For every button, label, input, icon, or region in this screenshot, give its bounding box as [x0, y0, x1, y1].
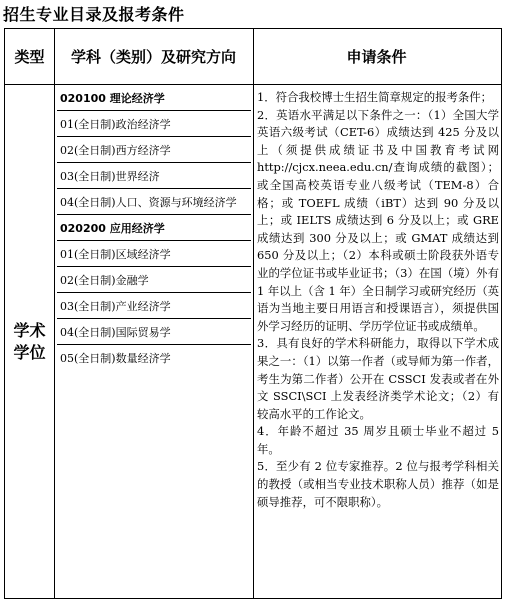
condition-item: 4．年龄不超过 35 周岁且硕士毕业不超过 5 年。	[257, 424, 499, 456]
condition-item: 3．具有良好的学术科研能力，取得以下学术成果之一：（1）以第一作者（或导师为第一作者，考生为第二作者）公开在 CSSCI 发表或者在外文 SSCI\SCI 上发表经济类学术论文；（2）有较高水平的工作论文。	[257, 336, 499, 421]
subject-item: 03(全日制)产业经济学	[57, 293, 251, 319]
condition-item: 5．至少有 2 位专家推荐。2 位与报考学科相关的教授（或相当专业技术职称人员）推荐（如是硕导推荐，可不限职称）。	[257, 459, 499, 509]
condition-item: 2．英语水平满足以下条件之一：（1）全国大学英语六级考试（CET-6）成绩达到 425 分及以上（须提供成绩证书及中国教育考试网 http://cjcx.neea.edu.cn/查询成绩的截图）；或全国高校英语专业八级考试（TEM-8）合格；或 TOEFL 成绩（iBT）达到 90 分及以上；或 IELTS 成绩达到 6 分及以上；或 GRE 成绩达到 300 分及以上；或 GMAT 成绩达到 650 分及以上；（2）本科或硕士阶段获外语专业的学位证书或毕业证书；（3）在国（境）外有 1 年以上（含 1 年）全日制学习或研究经历（英语为当地主要日用语言和授课语言），须提供国外学习经历的证明、学历学位证书或成绩单。	[257, 107, 499, 333]
subject-item: 04(全日制)国际贸易学	[57, 319, 251, 345]
subject-item: 05(全日制)数量经济学	[60, 352, 171, 365]
subject-item: 02(全日制)西方经济学	[57, 137, 251, 163]
subject-list	[57, 85, 251, 371]
type-label: 学术学位	[13, 320, 46, 362]
subject-item: 03(全日制)世界经济	[57, 163, 251, 189]
subject-category: 020100 理论经济学	[57, 85, 251, 111]
subject-item: 01(全日制)政治经济学	[57, 111, 251, 137]
subject-item: 01(全日制)区域经济学	[57, 241, 251, 267]
header-conditions: 申请条件	[346, 48, 407, 66]
subject-category: 020200 应用经济学	[57, 215, 251, 241]
column-divider	[253, 29, 254, 598]
subject-item: 04(全日制)人口、资源与环境经济学	[57, 189, 251, 215]
subject-item: 02(全日制)金融学	[57, 267, 251, 293]
condition-item: 1．符合我校博士生招生简章规定的报考条件；	[257, 90, 493, 104]
header-subject: 学科（类别）及研究方向	[70, 48, 236, 66]
catalog-table	[4, 28, 502, 599]
type-cell	[5, 85, 54, 598]
header-type: 类型	[14, 48, 45, 66]
column-divider	[54, 29, 55, 598]
page-title: 招生专业目录及报考条件	[3, 5, 185, 24]
conditions-text	[257, 89, 499, 511]
